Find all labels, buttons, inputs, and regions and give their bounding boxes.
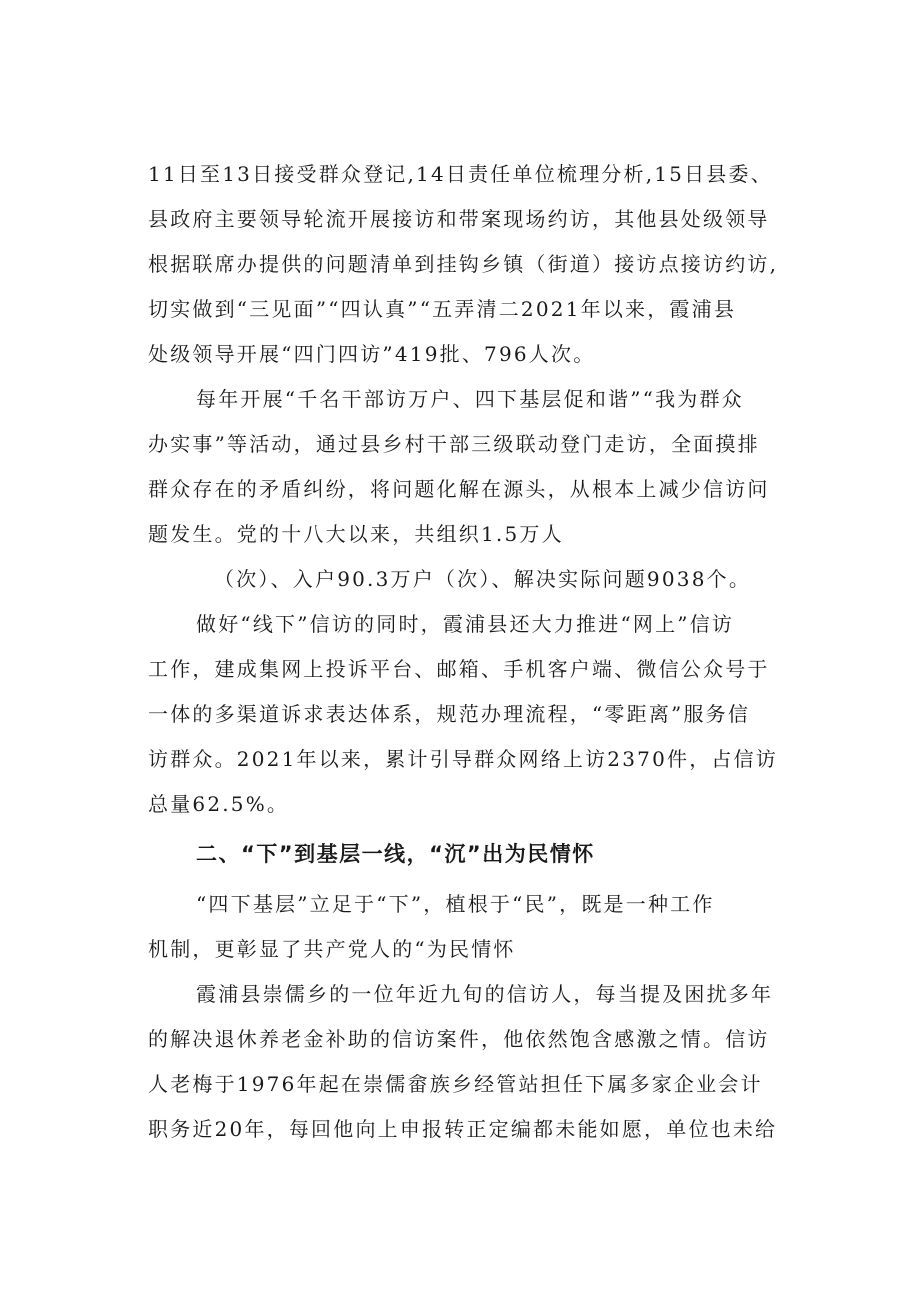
text-line: 处级领导开展“四门四访”419批、796人次。 — [148, 342, 596, 366]
text-line: （次）、入户90.3万户（次）、解决实际问题9038个。 — [214, 567, 752, 591]
text-line: 县政府主要领导轮流开展接访和带案现场约访，其他县处级领导 — [148, 207, 770, 231]
text-line: 切实做到“三见面”“四认真”“五弄清二2021年以来，霞浦县 — [148, 297, 737, 321]
text-line: 机制，更彰显了共产党人的“为民情怀 — [148, 937, 516, 961]
text-line: 一体的多渠道诉求表达体系，规范办理流程，“零距离”服务信 — [148, 702, 751, 726]
section-heading: 二、“下”到基层一线，“沉”出为民情怀 — [196, 842, 595, 866]
text-line: 人老梅于1976年起在崇儒畲族乡经管站担任下属多家企业会计 — [148, 1072, 763, 1096]
text-line: 工作，建成集网上投诉平台、邮箱、手机客户端、微信公众号于 — [148, 657, 770, 681]
text-line: 群众存在的矛盾纠纷，将问题化解在源头，从根本上减少信访问 — [148, 477, 770, 501]
text-line: 办实事”等活动，通过县乡村干部三级联动登门走访，全面摸排 — [148, 432, 760, 456]
text-line: “四下基层”立足于“下”，植根于“民”，既是一种工作 — [196, 892, 715, 916]
text-line: 职务近20年，每回他向上申报转正定编都未能如愿，单位也未给 — [148, 1117, 778, 1141]
text-line: 总量62.5%。 — [148, 792, 290, 816]
text-line: 11日至13日接受群众登记,14日责任单位梳理分析,15日县委、 — [148, 162, 773, 186]
paragraph-online-petition — [148, 602, 804, 827]
paragraph-hearing-schedule — [148, 152, 804, 377]
paragraph-door-visits — [148, 377, 804, 602]
text-line: 做好“线下”信访的同时，霞浦县还大力推进“网上”信访 — [196, 612, 735, 636]
text-line: 根据联席办提供的问题清单到挂钩乡镇（街道）接访点接访约访, — [148, 252, 779, 276]
document-page — [148, 152, 804, 1152]
text-line: 霞浦县崇儒乡的一位年近九旬的信访人，每当提及困扰多年 — [196, 982, 774, 1006]
text-line: 题发生。党的十八大以来，共组织1.5万人 — [148, 522, 564, 546]
paragraph-four-down — [148, 882, 804, 972]
text-line: 访群众。2021年以来，累计引导群众网络上访2370件，占信访 — [148, 747, 778, 771]
paragraph-case-story — [148, 972, 804, 1152]
text-line: 每年开展“千名干部访万户、四下基层促和谐”“我为群众 — [196, 387, 744, 411]
text-line: 的解决退休养老金补助的信访案件，他依然饱含感激之情。信访 — [148, 1027, 770, 1051]
